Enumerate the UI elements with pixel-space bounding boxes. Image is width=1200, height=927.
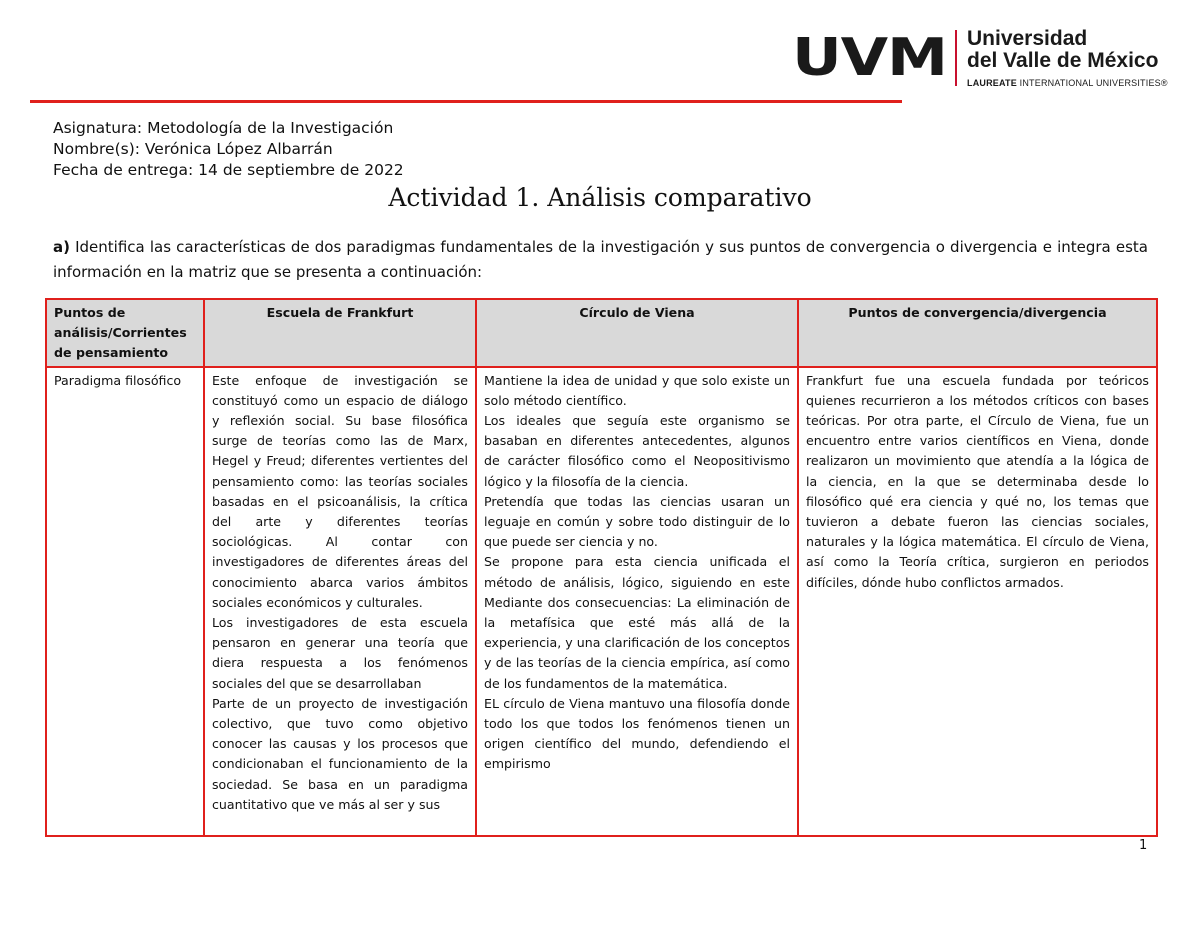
instruction-paragraph — [53, 235, 1148, 285]
cell-viena — [476, 367, 798, 836]
name-line: Nombre(s): Verónica López Albarrán — [53, 140, 333, 158]
cell-frankfurt — [204, 367, 476, 836]
convergencia-paragraph: Frankfurt fue una escuela fundada por teóricos quienes recurrieron a los métodos críticos con bases teóricas. Por otra parte, el Círculo de Viena, fue un encuentro entre varios científicos en Viena, donde realizaron un movimiento que atendía a la lógica de la ciencia, en la que se determinaba desde lo filosófico qué era ciencia y qué no, los temas que tuvieron a debate fueron las ciencias sociales, naturales y la lógica matemática. El círculo de Viena, así como la Teoría crítica, surgieron en periodos difíciles, dónde hubo conflictos armados. — [806, 372, 1149, 590]
header-analysis-points: Puntos de análisis/Corrientes de pensamiento — [46, 299, 204, 367]
logo-mark: UVM — [792, 28, 947, 88]
cell-convergencia — [798, 367, 1157, 836]
table-row — [46, 367, 1157, 836]
matrix-header-row — [46, 299, 1157, 367]
page-title: Actividad 1. Análisis comparativo — [388, 183, 812, 212]
viena-paragraph: Mantiene la idea de unidad y que solo existe un solo método científico. — [484, 372, 790, 408]
logo-name-line2: del Valle de México — [967, 49, 1159, 72]
uvm-logo — [792, 27, 1168, 88]
frankfurt-paragraph: Este enfoque de investigación se constituyó como un espacio de diálogo y reflexión social. Su base filosófica surge de teorías como las de Marx, Hegel y Freud; diferentes vertientes del pensamiento como: las teorías sociales basadas en el psicoanálisis, la crítica del arte y diferentes teorías sociológicas. Al contar con investigadores de diferentes áreas del conocimiento abarca varios ámbitos sociales económicos y culturales. — [212, 372, 468, 610]
page-number: 1 — [1139, 838, 1148, 853]
viena-paragraph: Los ideales que seguía este organismo se basaban en diferentes antecedentes, algunos de carácter filosófico como el Neopositivismo lógico y la filosofía de la ciencia. — [484, 413, 790, 489]
logo-name-line1: Universidad — [967, 27, 1088, 50]
viena-paragraph: Se propone para esta ciencia unificada el método de análisis, lógico, siguiendo en este Mediante dos consecuencias: La eliminación de la metafísica que esté más allá de la experiencia, y una clarificación de los conceptos y de las teorías de la ciencia empírica, así como de los fundamentos de la matemática. — [484, 554, 790, 691]
logo-sub-bold: LAUREATE — [967, 78, 1017, 88]
viena-paragraph: Pretendía que todas las ciencias usaran un leguaje en común y sobre todo distinguir de lo que puede ser ciencia y no. — [484, 493, 790, 550]
header-rule — [30, 100, 902, 103]
header-frankfurt: Escuela de Frankfurt — [204, 299, 476, 367]
logo-text — [967, 28, 1168, 88]
header-viena: Círculo de Viena — [476, 299, 798, 367]
header-convergence: Puntos de convergencia/divergencia — [798, 299, 1157, 367]
frankfurt-text — [212, 371, 468, 833]
instruction-prefix: a) — [53, 238, 70, 256]
document-meta — [53, 118, 404, 181]
logo-sub-rest: INTERNATIONAL UNIVERSITIES® — [1016, 78, 1168, 88]
subject-line: Asignatura: Metodología de la Investigación — [53, 119, 394, 137]
viena-paragraph: EL círculo de Viena mantuvo una filosofía donde todo los que todos los fenómenos tienen un origen científico del mundo, defendiendo el empirismo — [484, 695, 790, 772]
date-line: Fecha de entrega: 14 de septiembre de 2022 — [53, 161, 404, 179]
row-label-paradigma: Paradigma filosófico — [46, 367, 204, 836]
logo-subtitle — [967, 78, 1168, 88]
comparison-matrix — [45, 298, 1158, 837]
frankfurt-paragraph: Parte de un proyecto de investigación colectivo, que tuvo como objetivo conocer las causas y los procesos que condicionaban el funcionamiento de la sociedad. Se basa en un paradigma cuantitativo que ve más al ser y sus — [212, 695, 468, 812]
instruction-text: Identifica las características de dos paradigmas fundamentales de la investigación y sus puntos de convergencia o divergencia e integra esta información en la matriz que se presenta a continuación: — [53, 238, 1148, 281]
frankfurt-paragraph: Los investigadores de esta escuela pensaron en generar una teoría que diera respuesta a los fenómenos sociales del que se desarrollaban — [212, 615, 468, 691]
